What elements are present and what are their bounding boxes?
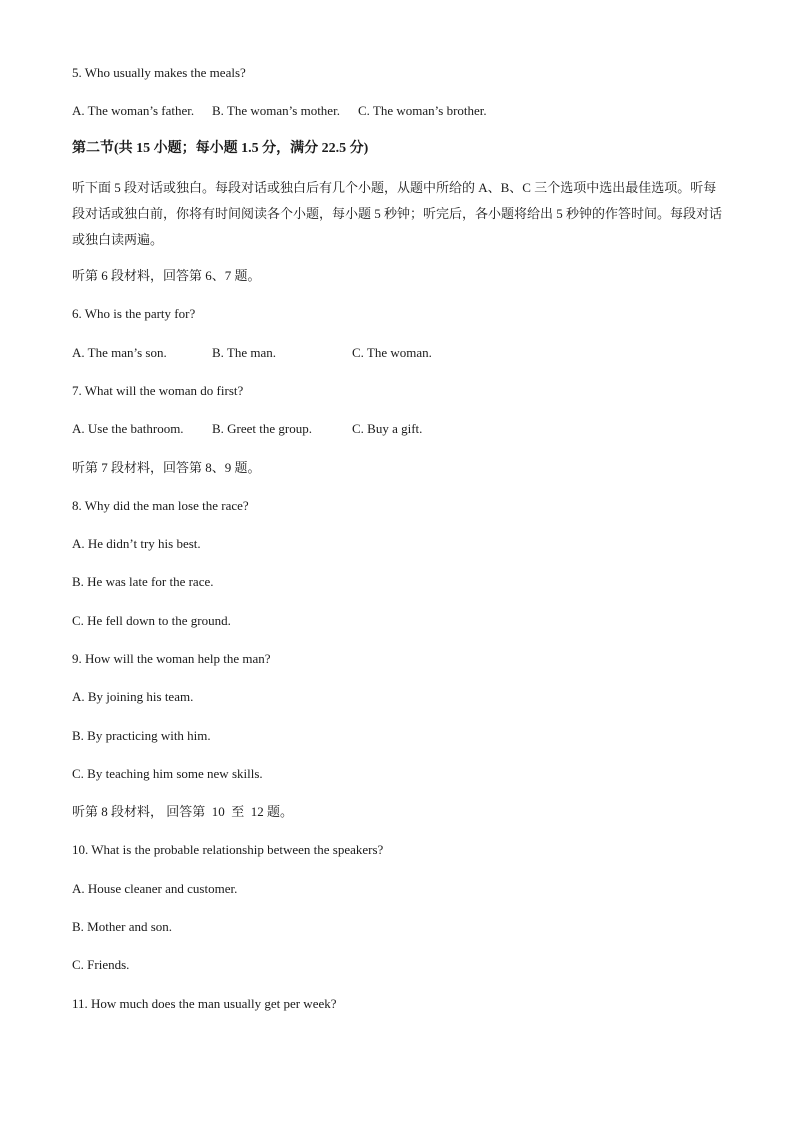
question-8: 8. Why did the man lose the race? xyxy=(72,498,249,513)
section-instructions: 听下面 5 段对话或独白。每段对话或独白后有几个小题，从题中所给的 A、B、C 三个选项中选出最佳选项。听每段对话或独白前，你将有时间阅读各个小题，每小题 5 秒钟；听完后，各小题将给出 5 秒钟的作答时间。每段对话或独白读两遍。 xyxy=(72,180,723,247)
material-7-heading: 听第 7 段材料，回答第 8、9 题。 xyxy=(72,460,261,475)
question-10: 10. What is the probable relationship between the speakers? xyxy=(72,842,384,857)
option-7a: A. Use the bathroom. xyxy=(72,421,184,436)
option-10b: B. Mother and son. xyxy=(72,919,173,934)
option-8a: A. He didn’t try his best. xyxy=(72,536,201,551)
option-8c: C. He fell down to the ground. xyxy=(72,613,231,628)
option-9c: C. By teaching him some new skills. xyxy=(72,766,263,781)
question-9: 9. How will the woman help the man? xyxy=(72,651,271,666)
material-8-heading: 听第 8 段材料， 回答第 10 至 12 题。 xyxy=(72,804,294,819)
question-6: 6. Who is the party for? xyxy=(72,306,196,321)
option-6b: B. The man. xyxy=(212,345,277,360)
question-6-options xyxy=(72,344,432,362)
material-6-heading: 听第 6 段材料，回答第 6、7 题。 xyxy=(72,268,261,283)
option-8b: B. He was late for the race. xyxy=(72,574,214,589)
option-10a: A. House cleaner and customer. xyxy=(72,881,238,896)
option-5b: B. The woman’s mother. xyxy=(212,103,340,118)
section-heading: 第二节(共 15 小题；每小题 1.5 分，满分 22.5 分) xyxy=(72,141,369,156)
question-7: 7. What will the woman do first? xyxy=(72,383,244,398)
option-9a: A. By joining his team. xyxy=(72,689,194,704)
option-7b: B. Greet the group. xyxy=(212,421,313,436)
option-6a: A. The man’s son. xyxy=(72,345,167,360)
question-11: 11. How much does the man usually get per week? xyxy=(72,996,337,1011)
option-6c: C. The woman. xyxy=(352,345,432,360)
option-7c: C. Buy a gift. xyxy=(352,421,423,436)
option-5c: C. The woman’s brother. xyxy=(358,103,487,118)
option-10c: C. Friends. xyxy=(72,957,130,972)
option-9b: B. By practicing with him. xyxy=(72,728,211,743)
question-5: 5. Who usually makes the meals? xyxy=(72,65,246,80)
question-5-options xyxy=(72,102,487,120)
option-5a: A. The woman’s father. xyxy=(72,103,195,118)
question-7-options xyxy=(72,420,422,438)
